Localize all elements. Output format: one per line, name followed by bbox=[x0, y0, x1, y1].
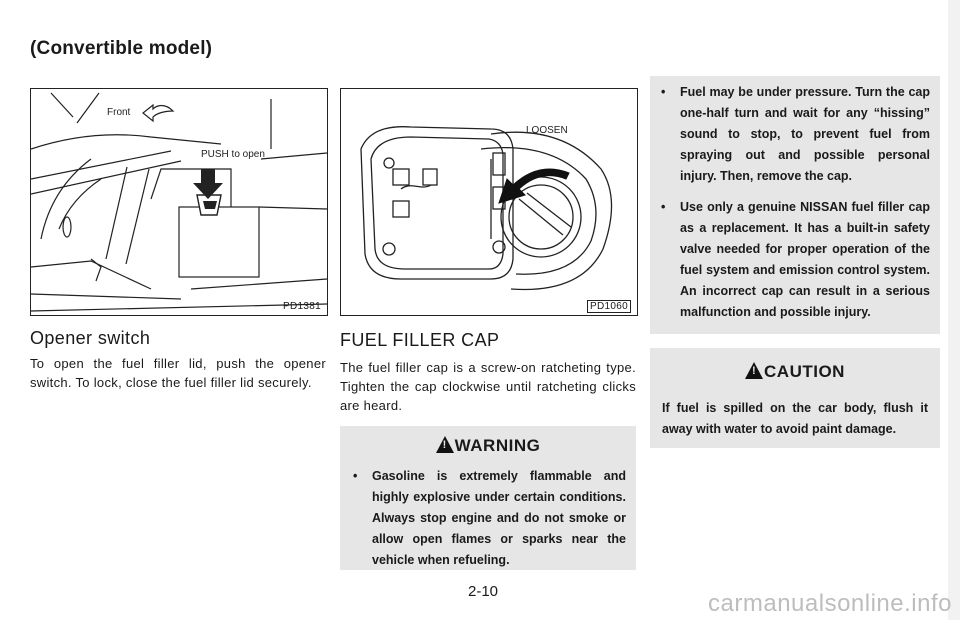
figure-code: PD1060 bbox=[587, 300, 631, 313]
loosen-label: LOOSEN bbox=[526, 125, 568, 136]
pressure-item-text: Fuel may be under pressure. Turn the cap one-half turn and wait for any “hissing” sound to stop, to prevent fuel from spraying out and possible personal injury. Then, remove the cap. bbox=[680, 85, 930, 183]
fuel-cap-illustration bbox=[341, 89, 637, 315]
warning-triangle-icon bbox=[436, 436, 454, 453]
bullet-icon: • bbox=[661, 200, 666, 214]
list-item bbox=[654, 197, 930, 323]
list-item bbox=[654, 82, 930, 187]
page-edge bbox=[948, 0, 960, 620]
warning-title: WARNING bbox=[454, 436, 541, 455]
caution-text: If fuel is spilled on the car body, flush it away with water to avoid paint damage. bbox=[662, 401, 928, 436]
front-arrow-icon bbox=[143, 105, 173, 121]
warning-box bbox=[340, 426, 636, 570]
warning-continued-box bbox=[650, 76, 940, 334]
warning-item-text: Gasoline is extremely flammable and highly explosive under certain conditions. Always stop engine and do not smoke or allow open flames or sparks near the vehicle when refueling. bbox=[372, 469, 626, 567]
warning-continued-list bbox=[654, 82, 930, 323]
bullet-icon: • bbox=[661, 85, 666, 99]
caution-box bbox=[650, 348, 940, 448]
opener-heading: Opener switch bbox=[30, 328, 151, 348]
fuel-cap-text: The fuel filler cap is a screw-on ratcheting type. Tighten the cap clockwise until ratcheting clicks are heard. bbox=[340, 360, 636, 413]
opener-illustration bbox=[31, 89, 327, 315]
warning-list bbox=[346, 466, 626, 571]
opener-switch-button bbox=[197, 195, 221, 215]
fuel-cap-heading: FUEL FILLER CAP bbox=[340, 330, 500, 350]
opener-text: To open the fuel filler lid, push the opener switch. To lock, close the fuel filler lid securely. bbox=[30, 356, 326, 390]
list-item bbox=[346, 466, 626, 571]
fuel-cap-figure bbox=[340, 88, 638, 316]
genuine-cap-item-text: Use only a genuine NISSAN fuel filler cap as a replacement. It has a built-in safety valve needed for proper operation of the fuel system and emission control system. An incorrect cap can result in a serious malfunction and possible injury. bbox=[680, 200, 930, 319]
warning-triangle-icon bbox=[745, 362, 763, 379]
opener-figure bbox=[30, 88, 328, 316]
bullet-icon: • bbox=[353, 469, 358, 483]
front-label: Front bbox=[107, 107, 131, 118]
caution-title-row bbox=[650, 362, 940, 382]
push-to-open-label: PUSH to open bbox=[201, 149, 265, 160]
warning-title-row bbox=[340, 436, 636, 456]
section-title: (Convertible model) bbox=[30, 38, 213, 59]
page-number: 2-10 bbox=[468, 583, 499, 600]
site-footer: carmanualsonline.info bbox=[708, 590, 952, 617]
figure-code: PD1381 bbox=[283, 301, 321, 312]
caution-title: CAUTION bbox=[764, 362, 845, 381]
